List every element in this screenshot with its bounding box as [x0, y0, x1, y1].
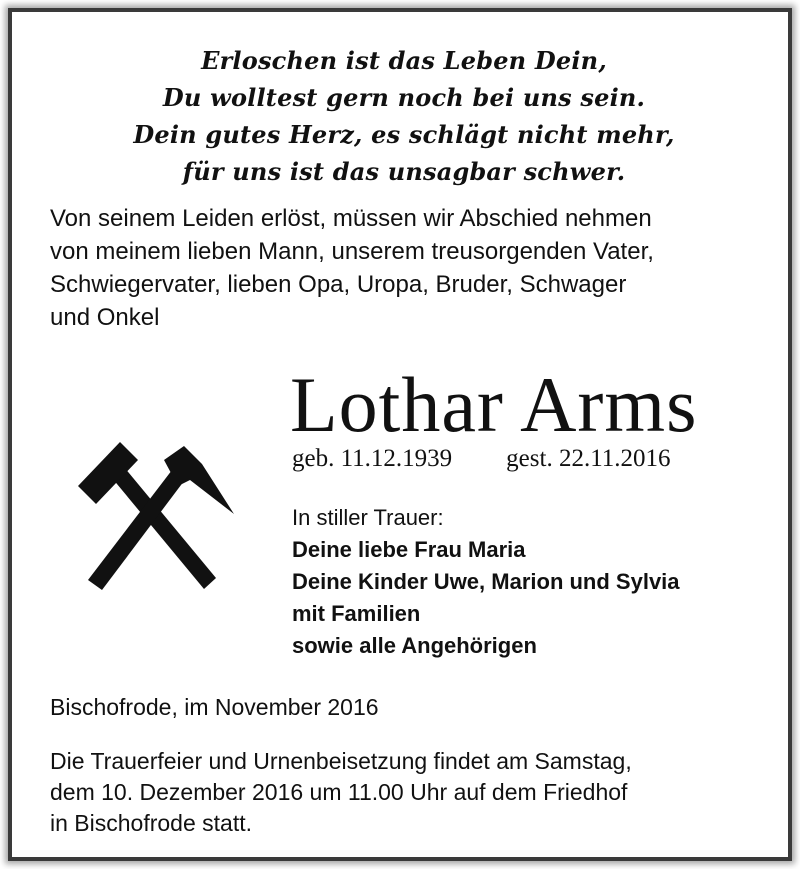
ceremony-line: Die Trauerfeier und Urnenbeisetzung findet am Samstag,: [50, 748, 632, 774]
ceremony-line: dem 10. Dezember 2016 um 11.00 Uhr auf dem Friedhof: [50, 779, 628, 805]
mourner-line: mit Familien: [292, 601, 421, 626]
poem-line: Du wolltest gern noch bei uns sein.: [162, 83, 646, 112]
death-date: gest. 22.11.2016: [506, 445, 671, 472]
birth-date: geb. 11.12.1939: [292, 445, 453, 472]
place-and-date: Bischofrode, im November 2016: [50, 694, 379, 720]
ceremony-notice: [50, 746, 780, 839]
mourners-block: [292, 502, 680, 662]
obituary-frame: [8, 8, 792, 861]
intro-line: von meinem lieben Mann, unserem treusorgenden Vater,: [50, 238, 654, 265]
mourner-line: Deine liebe Frau Maria: [292, 537, 526, 562]
intro-line: Von seinem Leiden erlöst, müssen wir Abschied nehmen: [50, 205, 652, 232]
life-dates: [292, 442, 671, 476]
ceremony-line: in Bischofrode statt.: [50, 810, 252, 836]
poem: [12, 42, 796, 190]
intro-line: und Onkel: [50, 304, 160, 331]
poem-line: für uns ist das unsagbar schwer.: [182, 157, 626, 186]
intro-line: Schwiegervater, lieben Opa, Uropa, Bruder, Schwager: [50, 271, 627, 298]
mourner-line: sowie alle Angehörigen: [292, 633, 537, 658]
deceased-name: Lothar Arms: [290, 361, 698, 448]
intro-text: [50, 202, 770, 334]
hammer-and-pick-icon: [66, 440, 236, 600]
poem-line: Dein gutes Herz, es schlägt nicht mehr,: [133, 120, 675, 149]
mourner-line: Deine Kinder Uwe, Marion und Sylvia: [292, 569, 680, 594]
poem-line: Erloschen ist das Leben Dein,: [201, 46, 607, 75]
mourners-intro: In stiller Trauer:: [292, 505, 444, 530]
